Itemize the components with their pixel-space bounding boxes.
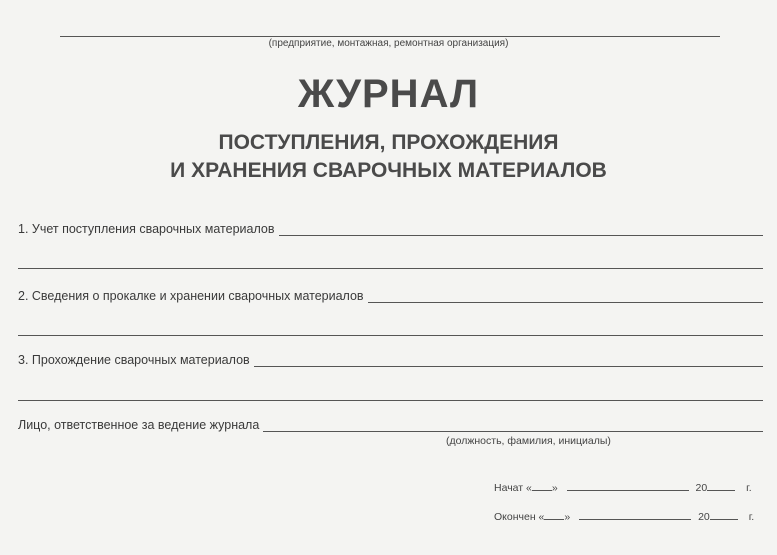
responsible-row <box>18 418 763 432</box>
end-month-field[interactable] <box>579 509 691 520</box>
start-year-field[interactable] <box>707 480 735 491</box>
section-3-row <box>18 353 763 367</box>
start-date-label: Начат « <box>494 482 532 494</box>
section-2-row <box>18 289 763 303</box>
journal-subtitle-line2: И ХРАНЕНИЯ СВАРОЧНЫХ МАТЕРИАЛОВ <box>170 159 607 182</box>
start-month-field[interactable] <box>567 480 689 491</box>
organization-line <box>60 36 720 37</box>
journal-title: ЖУРНАЛ <box>297 72 480 116</box>
end-date-label: Окончен « <box>494 511 545 523</box>
start-quote-close: » <box>551 482 558 494</box>
section-1-input-line[interactable] <box>279 223 764 236</box>
responsible-caption: (должность, фамилия, инициалы) <box>446 435 611 447</box>
end-year-suffix: г. <box>748 511 755 523</box>
section-1-extra-line[interactable] <box>18 268 763 269</box>
responsible-input-line[interactable] <box>263 419 763 432</box>
section-1-label: 1. Учет поступления сварочных материалов <box>18 222 275 236</box>
section-3-label: 3. Прохождение сварочных материалов <box>18 353 250 367</box>
section-2-input-line[interactable] <box>368 290 763 303</box>
section-3-input-line[interactable] <box>254 354 763 367</box>
end-date-row <box>494 509 754 523</box>
organization-caption: (предприятие, монтажная, ремонтная организация) <box>268 38 509 49</box>
start-date-row <box>494 480 752 494</box>
section-1-row <box>18 222 763 236</box>
end-day-field[interactable] <box>544 509 564 520</box>
section-2-extra-line[interactable] <box>18 335 763 336</box>
responsible-label: Лицо, ответственное за ведение журнала <box>18 418 260 432</box>
end-year-prefix: 20 <box>698 511 710 523</box>
start-year-prefix: 20 <box>695 482 708 494</box>
start-year-suffix: г. <box>746 482 752 494</box>
section-3-extra-line[interactable] <box>18 400 763 401</box>
section-2-label: 2. Сведения о прокалке и хранении сварочных материалов <box>18 289 364 303</box>
end-year-field[interactable] <box>710 509 738 520</box>
end-quote-close: » <box>564 511 571 523</box>
start-day-field[interactable] <box>532 480 552 491</box>
journal-subtitle-line1: ПОСТУПЛЕНИЯ, ПРОХОЖДЕНИЯ <box>218 131 559 154</box>
